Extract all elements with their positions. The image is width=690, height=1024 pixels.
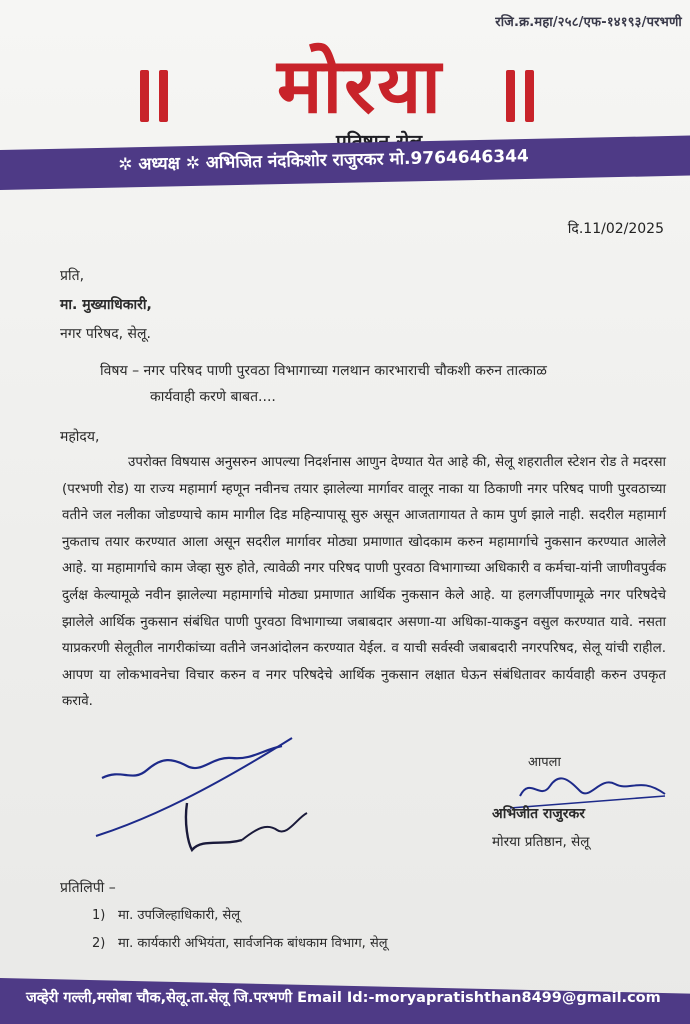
recipient-office: नगर परिषद, सेलू. <box>60 326 151 342</box>
president-contact-line: ✲ अध्यक्ष ✲ अभिजित नंदकिशोर राजुरकर मो.9764646344 <box>118 146 529 175</box>
list-item: 2) मा. कार्यकारी अभियंता, सार्वजनिक बांधकाम विभाग, सेलू <box>92 936 388 951</box>
signer-organization: मोरया प्रतिष्ठान, सेलू <box>492 834 590 850</box>
left-ornament-bars <box>140 70 168 122</box>
recipient-name: मा. मुख्याधिकारी, <box>60 297 152 313</box>
letter-body: उपरोक्त विषयास अनुसरुन आपल्या निदर्शनास आणुन देण्यात येत आहे की, सेलू शहरातील स्टेशन रोड ते मदरसा (परभणी रोड) या राज्य महामार्ग म्हणून नवीनच तयार झालेल्या मार्गावर वालूर नाका या ठिकाणी नगर परिषद पाणी पुरवठाच्या वतीने जल नलीका जोडण्याचे काम मागील दिड महिन्यापासू सुरु असून आजतागायत ते काम पुर्ण झाले नाही. सदरील महामार्ग नुकताच तयार करण्यात आला असून सदरील मार्गावर मोठ्या प्रमाणात खोदकाम करुन महामार्गाचे नुकसान करण्यात आलेले आहे. या महामार्गाचे काम जेव्हा सुरु होते, त्यावेळी नगर परिषद पाणी पुरवठा विभागाच्या अधिकारी व कर्मचा-यांनी जाणीवपुर्वक दुर्लक्ष केल्यामूळे नवीन झालेल्या महामार्गाचे मोठ्या प्रमाणात आर्थिक नुकसान केले आहे. या हलगर्जीपणामूळे नगर परिषदेचे झालेले आर्थिक नुकसान संबंधित पाणी पुरवठा विभागाच्या जबाबदार असणा-या अधिका-याकडुन वसुल करण्यात यावे. नसता याप्रकरणी सेलूतील नागरीकांच्या वतीने जनआंदोलन करण्यात येईल. व याची सर्वस्वी जबाबदारी नगरपरिषद, सेलू यांची राहील. आपण या लोकभावनेचा विचार करुन व नगर परिषदेचे आर्थिक नुकसान लक्षात घेऊन संबंधितावर कार्यवाही करुन उपकृत करावे. <box>62 455 666 710</box>
salutation: महोदय, <box>60 429 100 445</box>
copies-list <box>92 902 388 958</box>
to-label: प्रति, <box>60 268 85 284</box>
received-stamp-handwriting <box>92 728 332 868</box>
registration-number: रजि.क्र.महा/२५८/एफ-१४१९३/परभणी <box>495 15 682 30</box>
subject-block <box>100 358 660 410</box>
copies-title: प्रतिलिपी – <box>60 880 116 896</box>
letterhead-title <box>0 30 690 130</box>
letter-date: दि.11/02/2025 <box>567 221 664 237</box>
signer-name: अभिजीत राजुरकर <box>492 806 585 822</box>
list-item: 1) मा. उपजिल्हाधिकारी, सेलू <box>92 908 241 923</box>
subject-line-2: कार्यवाही करणे बाबत.... <box>150 389 276 405</box>
recipient-block <box>60 262 152 349</box>
subject-line-1: विषय – नगर परिषद पाणी पुरवठा विभागाच्या गलथान कारभाराची चौकशी करुन तात्काळ <box>100 363 547 379</box>
closing-word: आपला <box>528 755 561 770</box>
right-ornament-bars <box>506 70 534 122</box>
brand-name: मोरया <box>277 41 443 130</box>
footer-address: जव्हेरी गल्ली,मसोबा चौक,सेलू.ता.सेलू जि.परभणी Email Id:-moryapratishthan8499@gmail.com <box>26 990 661 1006</box>
